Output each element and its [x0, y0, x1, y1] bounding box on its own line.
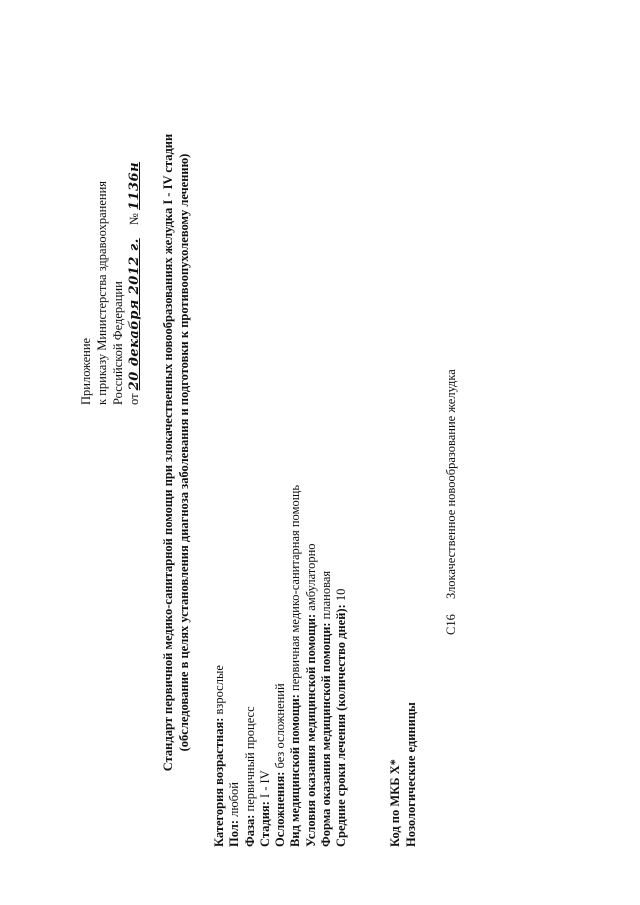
param-label: Вид медицинской помощи:: [288, 694, 303, 847]
param-row: [288, 485, 303, 847]
appendix-line: Приложение: [79, 337, 93, 405]
date-prefix: от: [127, 393, 141, 405]
param-label: Фаза:: [242, 814, 257, 847]
param-label: Пол:: [227, 820, 242, 847]
appendix-line: к приказу Министерства здравоохранения: [95, 180, 109, 405]
param-row: [227, 485, 242, 847]
icd-block: [388, 702, 419, 847]
param-value: без осложнений: [273, 683, 288, 772]
param-value: амбулаторно: [303, 543, 318, 614]
param-value: I - IV: [257, 770, 272, 802]
param-row: [273, 485, 288, 847]
appendix-line: Российской Федерации: [111, 281, 125, 405]
title-line-2: (обследование в целях установления диагноза заболевания и подготовки к противоопухолевому лечению): [177, 153, 191, 752]
parameters-list: [212, 485, 350, 847]
param-row: [319, 485, 334, 847]
icd-heading: Код по МКБ X*: [388, 759, 402, 847]
number-sign: №: [127, 213, 141, 226]
param-value: первичная медико-санитарная помощь: [288, 484, 303, 695]
param-row: [258, 485, 273, 847]
handwritten-order-number: 1136н: [127, 161, 142, 211]
param-label: Стадия:: [257, 801, 272, 847]
param-row: [212, 485, 227, 847]
param-value: 10: [334, 588, 349, 605]
param-value: плановая: [319, 570, 334, 623]
appendix-block: [78, 162, 143, 405]
param-row: [304, 485, 319, 847]
icd-code: C16: [444, 614, 458, 635]
handwritten-date: 20 декабря 2012 г.: [127, 238, 142, 391]
icd-subheading: Нозологические единицы: [403, 702, 418, 847]
order-date-number-line: [126, 162, 143, 405]
param-label: Осложнения:: [273, 771, 288, 847]
icd-description: Злокачественное новообразование желудка: [444, 369, 458, 600]
param-value: любой: [227, 782, 242, 821]
param-row: [243, 485, 258, 847]
standard-title: [160, 0, 192, 905]
param-label: Форма оказания медицинской помощи:: [319, 622, 334, 847]
param-label: Категория возрастная:: [212, 717, 226, 847]
icd-code-row: [444, 369, 459, 635]
param-value: первичный процесс: [242, 706, 257, 815]
param-label: Условия оказания медицинской помощи:: [303, 613, 318, 847]
param-label: Средние сроки лечения (количество дней):: [334, 604, 349, 847]
param-value: взрослые: [212, 665, 226, 718]
param-row: [334, 485, 349, 847]
title-line-1: Стандарт первичной медико-санитарной помощи при злокачественных новообразованиях желудка I - IV стадии: [161, 133, 175, 772]
